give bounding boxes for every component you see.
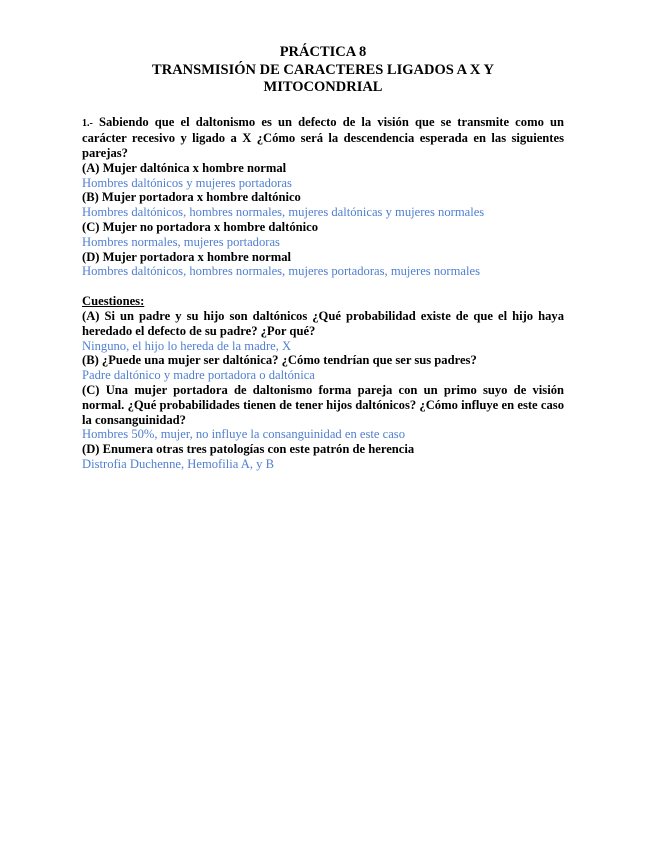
cuestion-a-question: (A) Si un padre y su hijo son daltónicos ¿Qué probabilidad existe de que el hijo haya heredado el defecto de su padre? ¿Por qué? (82, 309, 564, 338)
cuestion-b-question: (B) ¿Puede una mujer ser daltónica? ¿Cómo tendrían que ser sus padres? (82, 353, 477, 368)
cuestiones-section (82, 294, 564, 472)
problem-1 (82, 115, 564, 280)
case-a-answer: Hombres daltónicos y mujeres portadoras (82, 175, 292, 190)
case-a-label: (A) Mujer daltónica x hombre normal (82, 160, 287, 175)
cuestion-c-question: (C) Una mujer portadora de daltonismo forma pareja con un primo suyo de visión normal. ¿Qué probabilidades tienen de tener hijos daltónicos? ¿Cómo influye en este caso la consanguinidad? (82, 383, 564, 427)
case-b-answer: Hombres daltónicos, hombres normales, mujeres daltónicas y mujeres normales (82, 205, 485, 220)
document-page (82, 44, 564, 472)
problem-1-statement (82, 115, 564, 161)
problem-number: 1.- (82, 117, 93, 129)
title-line-1: PRÁCTICA 8 (279, 44, 367, 60)
cuestion-d-question: (D) Enumera otras tres patologías con este patrón de herencia (82, 442, 415, 457)
cuestiones-heading: Cuestiones: (82, 294, 145, 309)
cuestion-b-answer: Padre daltónico y madre portadora o daltónica (82, 368, 315, 383)
document-title (82, 44, 564, 97)
title-line-2: TRANSMISIÓN DE CARACTERES LIGADOS A X Y (152, 61, 494, 78)
cuestion-d-answer: Distrofia Duchenne, Hemofilia A, y B (82, 457, 275, 472)
case-b-label: (B) Mujer portadora x hombre daltónico (82, 190, 301, 205)
section-spacer (82, 279, 564, 294)
case-d-answer: Hombres daltónicos, hombres normales, mujeres portadoras, mujeres normales (82, 264, 481, 279)
case-c-answer: Hombres normales, mujeres portadoras (82, 234, 280, 249)
problem-statement-text: Sabiendo que el daltonismo es un defecto de la visión que se transmite como un carácter recesivo y ligado a X ¿Cómo será la descendencia esperada en las siguientes parejas? (82, 114, 564, 161)
cuestion-a-answer: Ninguno, el hijo lo hereda de la madre, X (82, 338, 292, 353)
cuestion-c-answer: Hombres 50%, mujer, no influye la consanguinidad en este caso (82, 427, 405, 442)
case-d-label: (D) Mujer portadora x hombre normal (82, 249, 292, 264)
case-c-label: (C) Mujer no portadora x hombre daltónico (82, 220, 319, 235)
title-line-3: MITOCONDRIAL (263, 79, 383, 95)
